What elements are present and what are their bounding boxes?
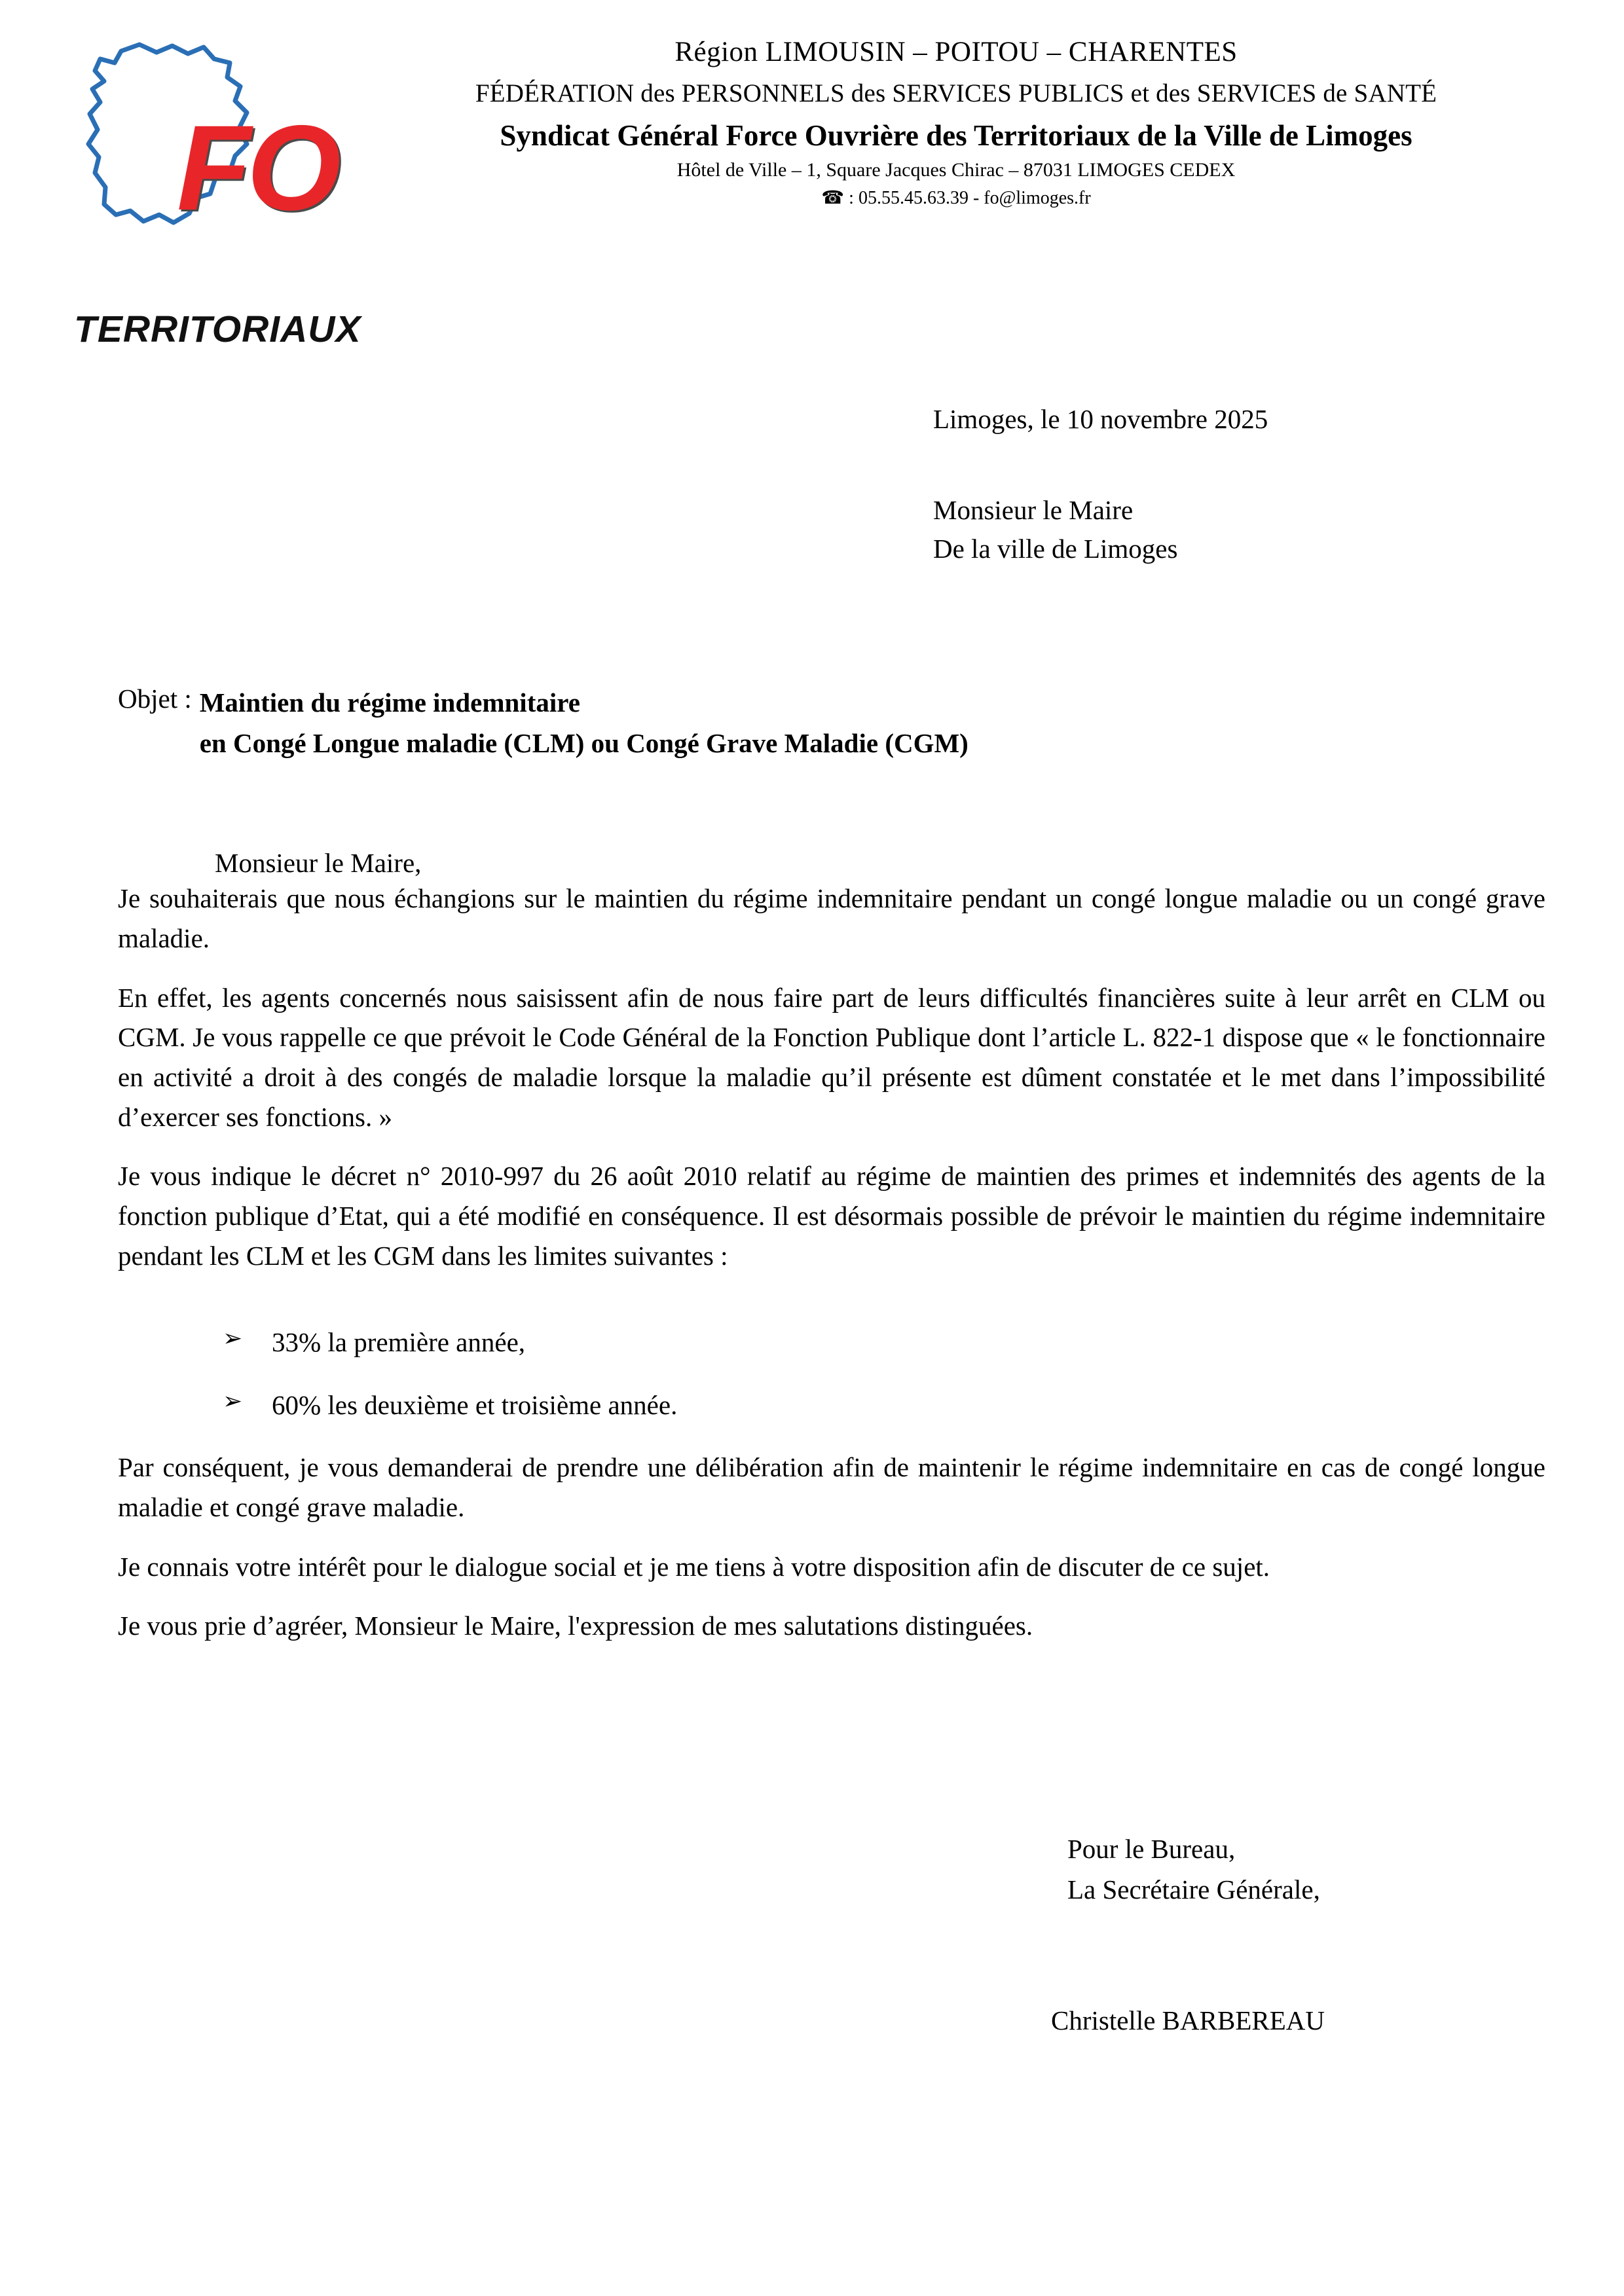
letter-body xyxy=(0,399,1624,2036)
phone-icon: ☎ xyxy=(821,187,845,208)
contact-line xyxy=(367,187,1545,209)
signature-name: Christelle BARBEREAU xyxy=(1051,2005,1325,2036)
subject-value xyxy=(200,683,969,763)
paragraph: Par conséquent, je vous demanderai de prendre une délibération afin de maintenir le régime indemnitaire en cas de congé longue maladie et congé grave maladie. xyxy=(118,1452,1545,1523)
federation-line: FÉDÉRATION des PERSONNELS des SERVICES PUBLICS et des SERVICES de SANTÉ xyxy=(475,79,1437,107)
letterhead xyxy=(0,0,1624,350)
paragraph: En effet, les agents concernés nous saisissent afin de nous faire part de leurs difficultés financières suite à leur arrêt en CLM ou CGM. Je vous rappelle ce que prévoit le Code Général de la Fonction Publique dont l’article L. 822-1 dispose que « le fonctionnaire en activité a droit à des congés de maladie lorsque la maladie qu’il présente est dûment constatée et le met dans l’impossibilité d’exercer ses fonctions. » xyxy=(118,982,1545,1132)
address-line: Hôtel de Ville – 1, Square Jacques Chirac – 87031 LIMOGES CEDEX xyxy=(676,159,1236,181)
subject-label: Objet : xyxy=(118,683,192,714)
contact-text: : 05.55.45.63.39 - fo@limoges.fr xyxy=(849,188,1091,208)
list-item-label: 60% les deuxième et troisième année. xyxy=(272,1389,678,1420)
paragraph: Je vous indique le décret n° 2010-997 du 26 août 2010 relatif au régime de maintien des primes et indemnités des agents de la fonction publique d’Etat, qui a été modifié en conséquence. Il est désormais possible de prévoir le maintien du régime indemnitaire pendant les CLM et les CGM dans les limites suivantes : xyxy=(118,1161,1545,1271)
salutation: Monsieur le Maire, xyxy=(215,848,422,879)
fo-territoriaux-logo xyxy=(69,33,426,350)
closing-line-1: Pour le Bureau, xyxy=(1067,1834,1236,1865)
recipient-line-2: De la ville de Limoges xyxy=(933,533,1178,564)
syndicat-line: Syndicat Général Force Ouvrière des Territoriaux de la Ville de Limoges xyxy=(500,119,1412,152)
limits-list xyxy=(118,1322,1545,1425)
list-item xyxy=(223,1322,1545,1363)
paragraph: Je vous prie d’agréer, Monsieur le Maire, l'expression de mes salutations distinguées. xyxy=(118,1611,1033,1641)
fo-wordmark: FO xyxy=(177,101,337,236)
territoriaux-wordmark: TERRITORIAUX xyxy=(74,308,361,350)
subject-line-2: en Congé Longue maladie (CLM) ou Congé Grave Maladie (CGM) xyxy=(199,727,969,758)
arrow-bullet-icon: ➢ xyxy=(223,1387,243,1415)
recipient-block xyxy=(933,491,1545,569)
list-item xyxy=(223,1385,1545,1426)
subject-block xyxy=(118,683,1545,763)
closing-line-2: La Secrétaire Générale, xyxy=(1067,1874,1320,1904)
paragraph: Je connais votre intérêt pour le dialogue social et je me tiens à votre disposition afin de discuter de ce sujet. xyxy=(118,1551,1270,1582)
paragraph: Je souhaiterais que nous échangions sur le maintien du régime indemnitaire pendant un congé longue maladie ou un congé grave maladie. xyxy=(118,883,1545,954)
letterhead-text xyxy=(367,36,1545,209)
list-item-label: 33% la première année, xyxy=(272,1327,526,1358)
closing-block xyxy=(1067,1829,1545,1910)
arrow-bullet-icon: ➢ xyxy=(223,1325,243,1353)
recipient-line-1: Monsieur le Maire xyxy=(933,494,1134,525)
subject-line-1: Maintien du régime indemnitaire xyxy=(199,687,580,718)
date-line: Limoges, le 10 novembre 2025 xyxy=(933,404,1268,434)
region-line: Région LIMOUSIN – POITOU – CHARENTES xyxy=(674,37,1238,67)
